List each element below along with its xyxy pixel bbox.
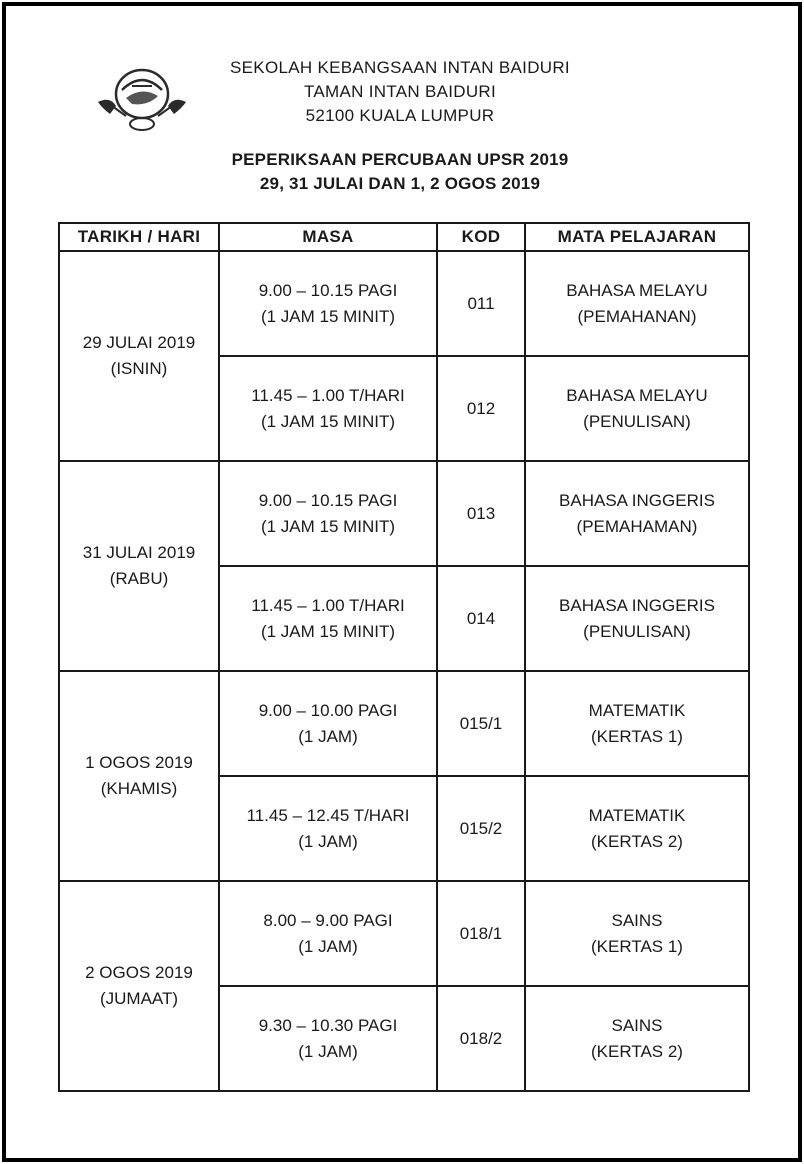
code-cell: 015/2 xyxy=(437,776,525,881)
time-cell xyxy=(219,356,437,461)
duration-text: (1 JAM) xyxy=(298,1041,358,1061)
paper-text: (PEMAHANAN) xyxy=(577,306,697,326)
table-row xyxy=(59,881,749,986)
time-cell xyxy=(219,776,437,881)
time-cell xyxy=(219,566,437,671)
duration-text: (1 JAM 15 MINIT) xyxy=(260,516,396,536)
date-text: 1 OGOS 2019 xyxy=(85,753,193,772)
paper-text: (PENULISAN) xyxy=(583,411,691,431)
paper-text: (KERTAS 2) xyxy=(591,1041,683,1061)
exam-schedule-table xyxy=(58,222,750,1092)
school-crest-icon xyxy=(92,56,192,136)
subject-cell xyxy=(525,566,749,671)
duration-text: (1 JAM 15 MINIT) xyxy=(260,411,396,431)
subject-text: BAHASA INGGERIS xyxy=(559,595,715,615)
header-code: KOD xyxy=(437,223,525,251)
date-text: 31 JULAI 2019 xyxy=(82,543,196,562)
code-cell: 012 xyxy=(437,356,525,461)
time-cell xyxy=(219,881,437,986)
subject-cell xyxy=(525,671,749,776)
subject-text: SAINS xyxy=(611,910,663,930)
time-text: 11.45 – 12.45 T/HARI xyxy=(246,805,410,825)
header-date: TARIKH / HARI xyxy=(59,223,219,251)
school-name: SEKOLAH KEBANGSAAN INTAN BAIDURI xyxy=(230,58,570,77)
subject-text: BAHASA MELAYU xyxy=(566,280,708,300)
date-cell xyxy=(59,671,219,881)
date-cell xyxy=(59,461,219,671)
time-text: 9.00 – 10.15 PAGI xyxy=(258,490,398,510)
code-cell: 014 xyxy=(437,566,525,671)
subject-cell xyxy=(525,881,749,986)
code-cell: 018/1 xyxy=(437,881,525,986)
table-header-row xyxy=(59,223,749,251)
table-row xyxy=(59,461,749,566)
paper-text: (PENULISAN) xyxy=(583,621,691,641)
exam-dates: 29, 31 JULAI DAN 1, 2 OGOS 2019 xyxy=(259,174,541,193)
code-cell: 013 xyxy=(437,461,525,566)
duration-text: (1 JAM 15 MINIT) xyxy=(260,306,396,326)
time-text: 8.00 – 9.00 PAGI xyxy=(263,910,393,930)
code-cell: 018/2 xyxy=(437,986,525,1091)
subject-text: BAHASA MELAYU xyxy=(566,385,708,405)
subject-cell xyxy=(525,986,749,1091)
subject-cell xyxy=(525,356,749,461)
exam-title: PEPERIKSAAN PERCUBAAN UPSR 2019 xyxy=(231,150,569,169)
time-text: 11.45 – 1.00 T/HARI xyxy=(251,385,405,405)
date-cell xyxy=(59,251,219,461)
subject-text: MATEMATIK xyxy=(588,700,686,720)
subject-text: BAHASA INGGERIS xyxy=(559,490,715,510)
time-cell xyxy=(219,461,437,566)
subject-cell xyxy=(525,461,749,566)
school-address-line2: 52100 KUALA LUMPUR xyxy=(305,106,495,125)
day-text: (JUMAAT) xyxy=(99,989,179,1008)
paper-text: (KERTAS 2) xyxy=(591,831,683,851)
header-time: MASA xyxy=(219,223,437,251)
duration-text: (1 JAM 15 MINIT) xyxy=(260,621,396,641)
date-cell xyxy=(59,881,219,1091)
date-text: 29 JULAI 2019 xyxy=(82,333,196,352)
subject-text: MATEMATIK xyxy=(588,805,686,825)
school-header xyxy=(200,56,600,128)
paper-text: (PEMAHAMAN) xyxy=(576,516,698,536)
duration-text: (1 JAM) xyxy=(298,726,358,746)
paper-text: (KERTAS 1) xyxy=(591,726,683,746)
time-cell xyxy=(219,986,437,1091)
time-cell xyxy=(219,251,437,356)
table-row xyxy=(59,671,749,776)
day-text: (ISNIN) xyxy=(110,359,168,378)
code-cell: 011 xyxy=(437,251,525,356)
subject-text: SAINS xyxy=(611,1015,663,1035)
duration-text: (1 JAM) xyxy=(298,831,358,851)
exam-heading xyxy=(150,148,650,196)
day-text: (RABU) xyxy=(109,569,169,588)
table-row xyxy=(59,251,749,356)
day-text: (KHAMIS) xyxy=(100,779,178,798)
paper-text: (KERTAS 1) xyxy=(591,936,683,956)
duration-text: (1 JAM) xyxy=(298,936,358,956)
code-cell: 015/1 xyxy=(437,671,525,776)
time-text: 11.45 – 1.00 T/HARI xyxy=(251,595,405,615)
subject-cell xyxy=(525,776,749,881)
school-address-line1: TAMAN INTAN BAIDURI xyxy=(303,82,497,101)
time-text: 9.30 – 10.30 PAGI xyxy=(258,1015,398,1035)
header-subject: MATA PELAJARAN xyxy=(525,223,749,251)
time-cell xyxy=(219,671,437,776)
subject-cell xyxy=(525,251,749,356)
date-text: 2 OGOS 2019 xyxy=(85,963,193,982)
time-text: 9.00 – 10.00 PAGI xyxy=(258,700,398,720)
time-text: 9.00 – 10.15 PAGI xyxy=(258,280,398,300)
